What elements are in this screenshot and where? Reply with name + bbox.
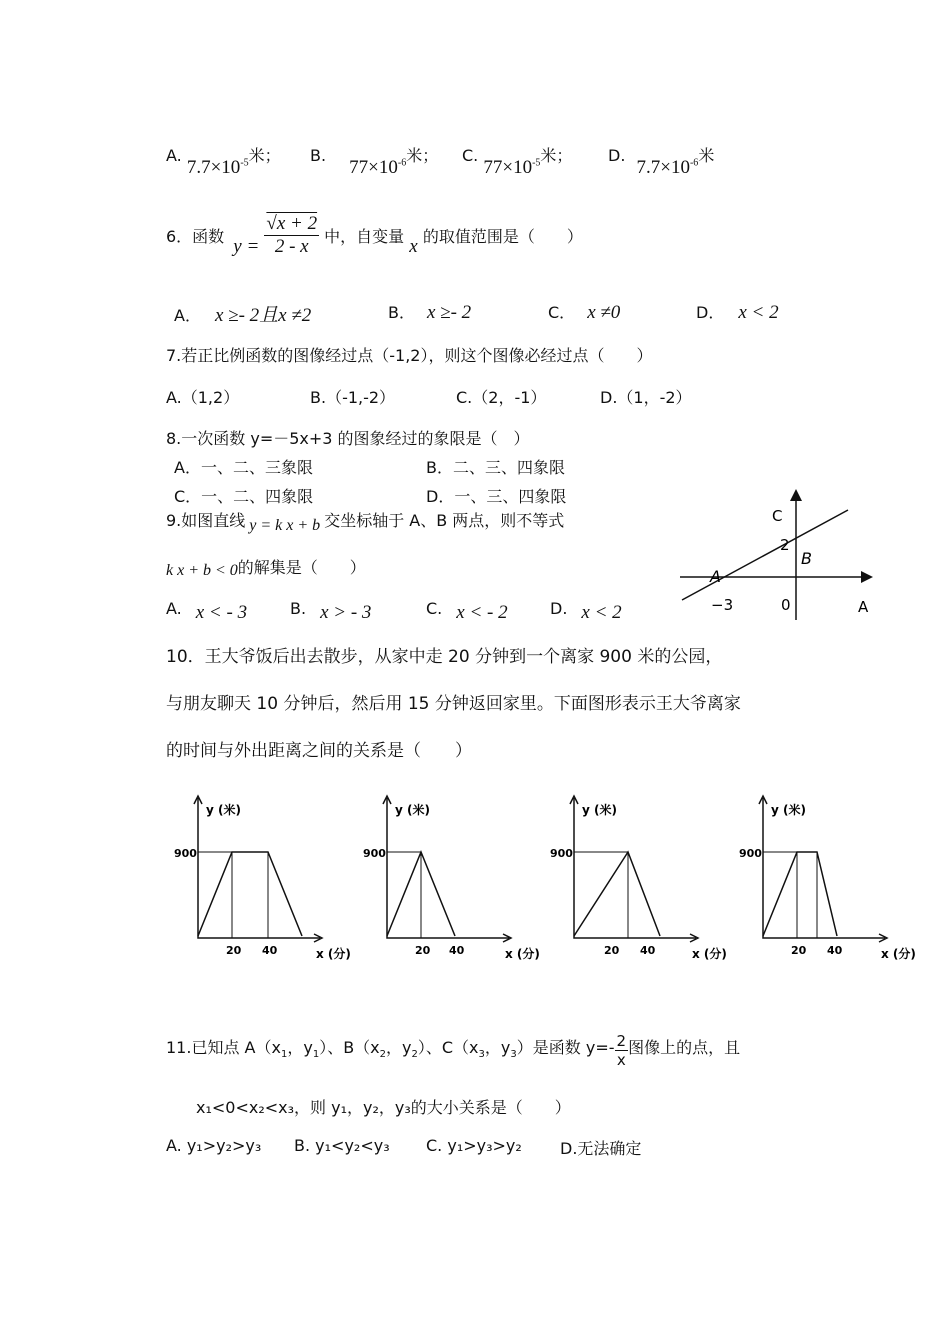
q7-option-a: A.（1,2） — [166, 388, 240, 407]
q6-option-a: A． x ≥- 2且x ≠2 — [174, 305, 312, 326]
q8-option-c: C．一、二、四象限 — [174, 487, 314, 506]
q10-graph-b — [355, 790, 550, 970]
q6-option-d: D． x < 2 — [696, 302, 779, 323]
q8-option-a: A．一、二、三象限 — [174, 458, 313, 477]
q7-stem: 7.若正比例函数的图像经过点（-1,2），则这个图像必经过点（ ） — [166, 346, 653, 365]
q9-label-a-axis: A — [858, 598, 869, 616]
q5-options — [166, 143, 281, 178]
q9-expression: y = k x + b — [249, 517, 321, 534]
q9-label-neg3: −3 — [711, 596, 734, 614]
svg-text:900: 900 — [739, 847, 762, 860]
q6-option-b: B． x ≥- 2 — [388, 302, 472, 323]
q5-b-unit: 米； — [406, 146, 439, 165]
q9-option-d: D. x < 2 — [550, 599, 622, 623]
q6-stem: 6．函数 y = $\frac{√x + 2}{2 - x}$ 中，自变量 x 的取值范围是（ ） — [166, 213, 583, 257]
q5-a-value: $7.7\times 10^{-5}$ — [186, 157, 249, 178]
q5-a-label: A. — [166, 146, 182, 165]
svg-text:y (米): y (米) — [395, 803, 430, 817]
q9-line — [682, 510, 848, 600]
q11-condition: x₁<0<x₂<x₃，则 y₁，y₂，y₃的大小关系是（ ） — [196, 1098, 571, 1117]
q6-numerator: √x + 2 — [266, 213, 318, 234]
q8-option-d: D．一、三、四象限 — [426, 487, 567, 506]
q5-option-b: B. $77\times 10^{-6}$米； — [310, 146, 439, 178]
q6-option-c: C． x ≠0 — [548, 302, 621, 323]
q7-option-b: B.（-1,-2） — [310, 388, 396, 407]
q7-option-d: D.（1，-2） — [600, 388, 692, 407]
q6-var: x — [409, 236, 418, 257]
q9-option-a: A. x < - 3 — [166, 599, 248, 623]
svg-text:40: 40 — [449, 944, 465, 957]
svg-text:x (分): x (分) — [881, 947, 916, 961]
q9-option-c: C. x < - 2 — [426, 599, 508, 623]
svg-text:x (分): x (分) — [316, 947, 351, 961]
q9-label-zero: 0 — [781, 596, 791, 614]
q10-line-2: 与朋友聊天 10 分钟后，然后用 15 分钟返回家里。下面图形表示王大爷离家 — [166, 694, 741, 714]
svg-text:20: 20 — [226, 944, 242, 957]
q10-graph-a — [166, 790, 361, 970]
svg-text:y (米): y (米) — [771, 803, 806, 817]
svg-text:x (分): x (分) — [505, 947, 540, 961]
q6-y-equals: y = — [233, 236, 260, 257]
q9-label-b: B — [801, 549, 812, 568]
q9-figure — [670, 488, 880, 628]
q6-denominator: 2 - x — [274, 236, 309, 257]
svg-text:900: 900 — [550, 847, 573, 860]
q9-label-a-point: A — [710, 567, 721, 586]
q9-inequality: k x + b < 0的解集是（ ） — [166, 558, 366, 579]
q9-label-two: 2 — [780, 536, 790, 554]
q9-label-c: C — [772, 507, 783, 525]
q11-option-b: B. y₁<y₂<y₃ — [294, 1136, 390, 1155]
q10-graph-d — [731, 790, 926, 970]
svg-text:900: 900 — [363, 847, 386, 860]
q9-stem: 9.如图直线 y = k x + b 交坐标轴于 A、B 两点，则不等式 — [166, 511, 565, 534]
svg-text:x (分): x (分) — [692, 947, 727, 961]
q6-fraction — [264, 213, 319, 258]
q5-a-unit: 米； — [248, 146, 281, 165]
q7-option-c: C.（2，-1） — [456, 388, 547, 407]
q5-c-value: $77\times 10^{-5}$ — [483, 157, 541, 178]
q10-graphs — [0, 790, 950, 970]
q11-fraction: $\frac{2}{x}$ — [616, 1032, 627, 1069]
q11-option-a: A. y₁>y₂>y₃ — [166, 1136, 262, 1155]
q5-c-unit: 米； — [540, 146, 573, 165]
q11-option-c: C. y₁>y₃>y₂ — [426, 1136, 522, 1155]
svg-text:40: 40 — [262, 944, 278, 957]
svg-text:y (米): y (米) — [206, 803, 241, 817]
svg-text:20: 20 — [604, 944, 620, 957]
q11-stem: 11.已知点 $A(x_1$，$y_1$）、$B(x_2$，$y_2$）、$C(x_3$，$y_3$）是函数 y=- $\frac{2}{x}$ 图像上的点，且 — [166, 1032, 741, 1069]
svg-text:20: 20 — [791, 944, 807, 957]
q5-option-d: D. $7.7\times 10^{-6}$米 — [608, 146, 715, 178]
svg-text:40: 40 — [640, 944, 656, 957]
q5-option-c: C. $77\times 10^{-5}$米； — [462, 146, 573, 178]
svg-text:40: 40 — [827, 944, 843, 957]
q9-option-b: B. x > - 3 — [290, 599, 372, 623]
q10-graph-c — [542, 790, 737, 970]
q5-d-unit: 米 — [698, 146, 715, 165]
q5-d-value: $7.7\times 10^{-6}$ — [636, 157, 699, 178]
q10-line-1: 10．王大爷饭后出去散步，从家中走 20 分钟到一个离家 900 米的公园， — [166, 647, 723, 667]
q8-option-b: B．二、三、四象限 — [426, 458, 565, 477]
svg-text:20: 20 — [415, 944, 431, 957]
q8-stem: 8.一次函数 y=－5x+3 的图象经过的象限是（ ） — [166, 429, 530, 448]
svg-text:y (米): y (米) — [582, 803, 617, 817]
svg-text:900: 900 — [174, 847, 197, 860]
q5-b-value: $77\times 10^{-6}$ — [349, 157, 407, 178]
q10-line-3: 的时间与外出距离之间的关系是（ ） — [166, 741, 472, 761]
q11-option-d: D.无法确定 — [560, 1139, 642, 1158]
